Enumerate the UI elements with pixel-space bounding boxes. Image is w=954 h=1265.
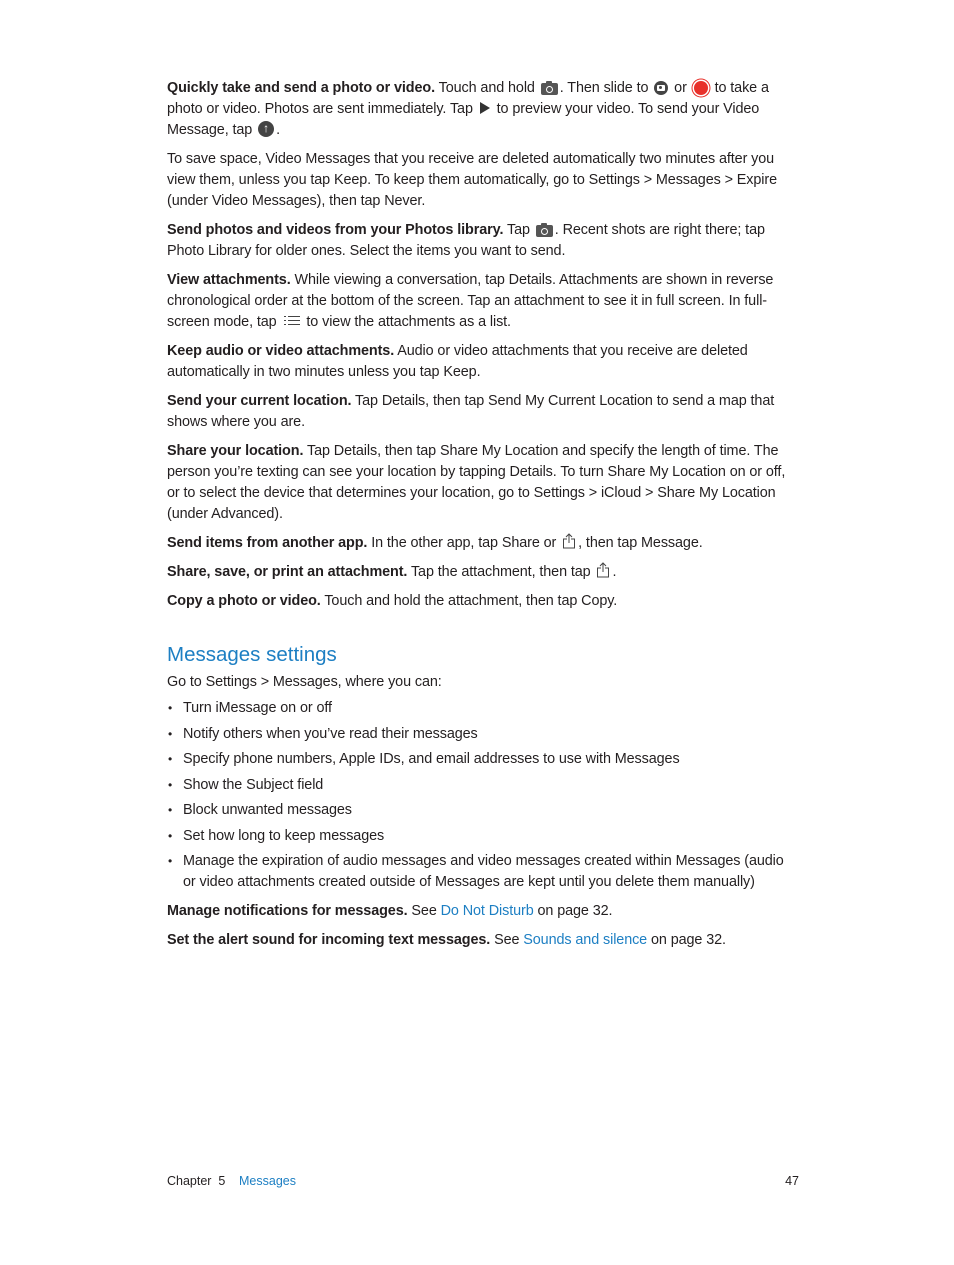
paragraph-lead: Manage notifications for messages. [167,903,408,919]
paragraph-photos-library [167,220,799,262]
sounds-and-silence-link[interactable]: Sounds and silence [523,932,648,948]
section-heading: Messages settings [167,643,337,666]
paragraph-send-from-app [167,533,799,554]
paragraph-notifications [167,901,799,922]
paragraph-send-location [167,391,799,433]
paragraph-text: . [276,122,280,138]
paragraph-lead: Set the alert sound for incoming text messages. [167,932,491,948]
paragraph-alert-sound [167,930,799,951]
paragraph-lead: Send your current location. [167,393,352,409]
paragraph-share-attachment [167,562,799,583]
camera-icon [536,225,553,237]
paragraph-text: to preview your video. To send your Video Message, tap [167,101,760,138]
paragraph-text: Audio or video attachments that you receive are deleted automatically in two minutes unless you tap Keep. [167,343,748,380]
paragraph-text: See [490,932,524,948]
settings-intro: Go to Settings > Messages, where you can: [167,674,442,690]
paragraph-lead: Quickly take and send a photo or video. [167,80,435,96]
paragraph-take-photo [167,78,799,141]
paragraph-copy-photo [167,591,799,612]
record-icon [694,81,708,95]
camera-icon [541,83,558,95]
paragraph-lead: Send photos and videos from your Photos library. [167,222,504,238]
paragraph-lead: Keep audio or video attachments. [167,343,395,359]
list-item: • Turn iMessage on or off [167,698,799,719]
paragraph-text: on page 32. [533,903,613,919]
page-number: 47 [785,1174,799,1188]
paragraph-lead: Send items from another app. [167,535,368,551]
list-item: • Specify phone numbers, Apple IDs, and email addresses to use with Messages [167,749,799,770]
paragraph-text: to view the attachments as a list. [302,314,511,330]
photo-mode-icon [654,81,668,95]
page-content [167,78,799,959]
settings-list [167,698,799,893]
play-icon [480,102,490,114]
chapter-label: Chapter 5 [167,1174,226,1188]
share-icon [596,562,610,578]
paragraph-text: In the other app, tap Share or [367,535,561,551]
list-item: • Show the Subject field [167,775,799,796]
paragraph-text: Tap Details, then tap Share My Location and specify the length of time. The person you’re texting can see your location by tapping Details. To turn Share My Location on or off, or to select the device that determines your location, go to Settings > iCloud > Share My Location (under Advanced). [167,443,786,522]
send-arrow-icon [258,121,274,137]
paragraph-lead: Share your location. [167,443,304,459]
paragraph-keep-attachments [167,341,799,383]
paragraph-text: Tap the attachment, then tap [407,564,595,580]
paragraph-text: Touch and hold the attachment, then tap Copy. [320,593,618,609]
paragraph-text: Tap [503,222,534,238]
paragraph-text: Touch and hold [434,80,539,96]
paragraph-text: . [612,564,617,580]
paragraph-text: Tap Details, then tap Send My Current Location to send a map that shows where you are. [167,393,775,430]
paragraph-lead: Copy a photo or video. [167,593,321,609]
paragraph-save-space: To save space, Video Messages that you receive are deleted automatically two minutes after you view them, unless you tap Keep. To keep them automatically, go to Settings > Messages > Expire (under Video Messages), then tap Never. [167,151,778,209]
paragraph-lead: Share, save, or print an attachment. [167,564,408,580]
list-item: • Notify others when you’ve read their messages [167,724,799,745]
paragraph-lead: View attachments. [167,272,291,288]
paragraph-text: or [670,80,691,96]
paragraph-text: to take a photo or video. Photos are sent immediately. Tap [167,80,769,117]
do-not-disturb-link[interactable]: Do Not Disturb [440,903,534,919]
paragraph-view-attachments [167,270,799,333]
share-icon [562,533,576,549]
list-item: • Manage the expiration of audio messages and video messages created within Messages (audio or video attachments created outside of Messages are kept until you delete them manually) [167,851,799,893]
chapter-name-link[interactable]: Messages [239,1174,296,1188]
list-item: • Set how long to keep messages [167,826,799,847]
paragraph-text: , then tap Message. [578,535,703,551]
paragraph-share-location [167,441,799,525]
paragraph-text: on page 32. [647,932,726,948]
paragraph-text: While viewing a conversation, tap Details. Attachments are shown in reverse chronological order at the bottom of the screen. Tap an attachment to see it in full screen. In full-screen mode, tap [167,272,774,330]
paragraph-text: See [407,903,441,919]
list-item: • Block unwanted messages [167,800,799,821]
list-icon [284,315,300,327]
paragraph-text: . Then slide to [559,80,653,96]
paragraph-text: . Recent shots are right there; tap Photo Library for older ones. Select the items you want to send. [167,222,765,259]
